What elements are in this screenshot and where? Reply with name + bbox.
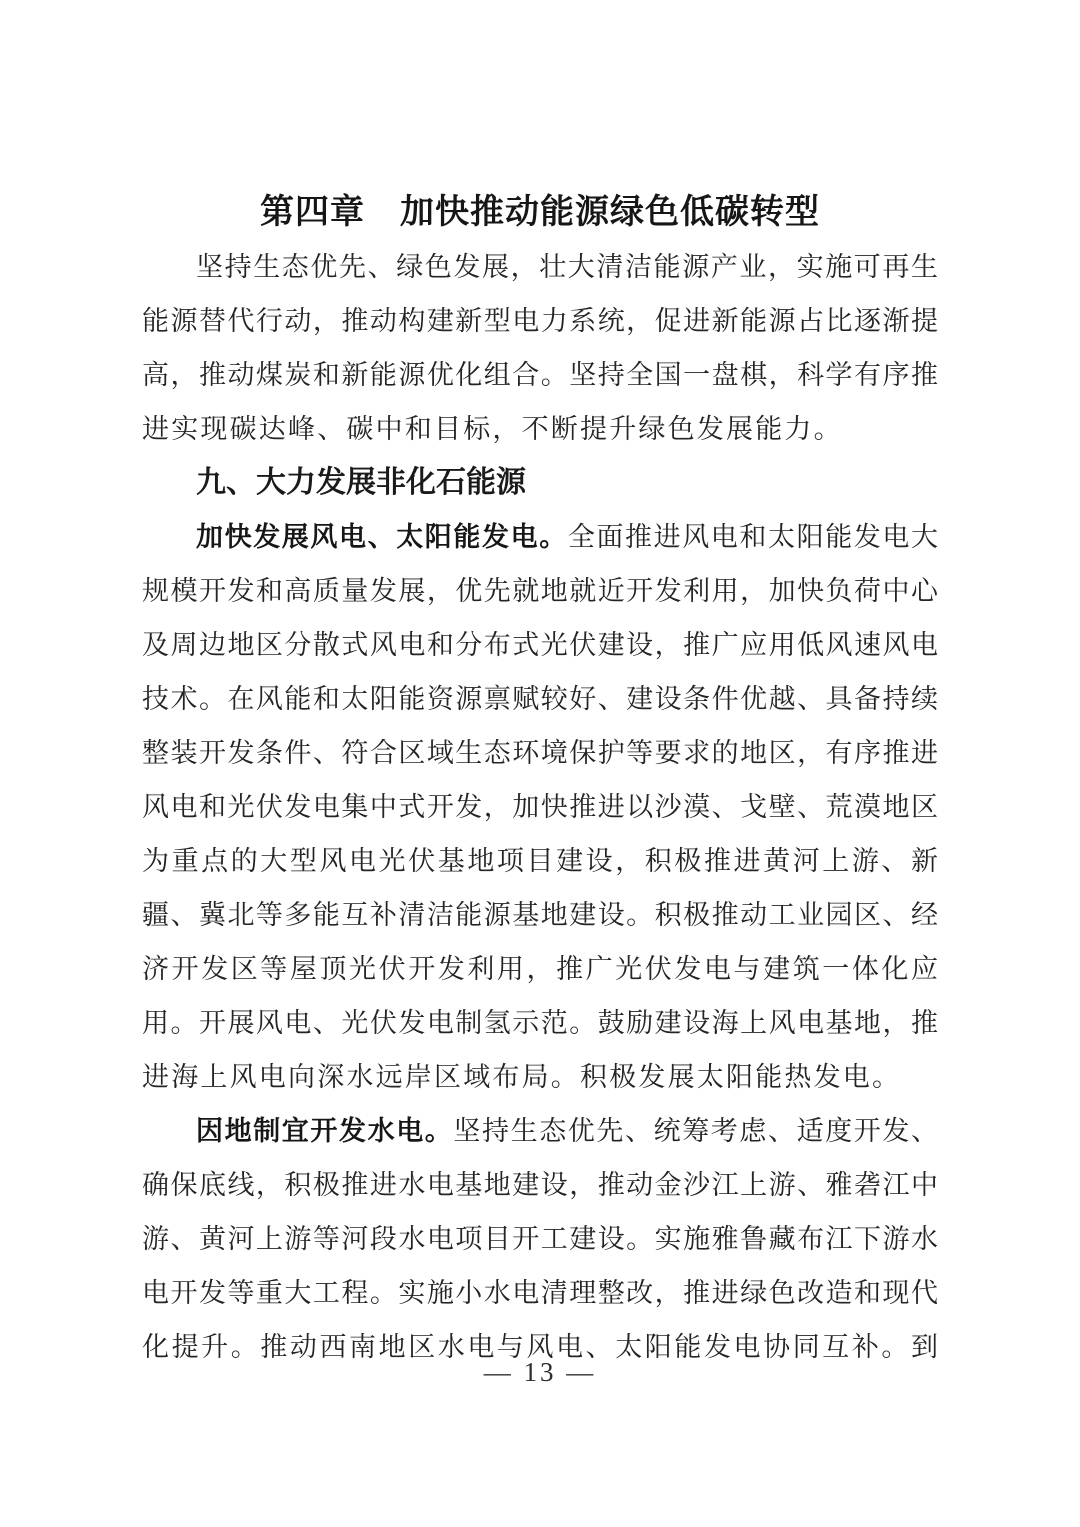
body-text: 游、黄河上游等河段水电项目开工建设。实施雅鲁藏布江下游水 (142, 1224, 938, 1254)
text-line (142, 294, 938, 348)
chapter-title: 第四章 加快推动能源绿色低碳转型 (260, 194, 820, 231)
body-text: 疆、冀北等多能互补清洁能源基地建设。积极推动工业园区、经 (142, 900, 938, 930)
text-line (142, 672, 938, 726)
body-text: 及周边地区分散式风电和分布式光伏建设，推广应用低风速风电 (142, 630, 938, 660)
document-body (142, 240, 938, 1374)
body-text: 为重点的大型风电光伏基地项目建设，积极推进黄河上游、新 (142, 846, 938, 876)
page-number: — 13 — (483, 1357, 597, 1387)
bold-lead-text: 因地制宜开发水电。 (196, 1116, 454, 1146)
body-text: 技术。在风能和太阳能资源禀赋较好、建设条件优越、具备持续 (142, 684, 938, 714)
paragraph (142, 1104, 938, 1374)
text-line (142, 1212, 938, 1266)
body-text: 高，推动煤炭和新能源优化组合。坚持全国一盘棋，科学有序推 (142, 360, 938, 390)
document-content (142, 186, 938, 1374)
page-footer (0, 1352, 1080, 1392)
body-text: 济开发区等屋顶光伏开发利用，推广光伏发电与建筑一体化应 (142, 954, 938, 984)
text-line (142, 402, 938, 456)
text-line (142, 1104, 938, 1158)
text-line (142, 834, 938, 888)
text-line (142, 942, 938, 996)
text-line (142, 1050, 938, 1104)
text-line (142, 564, 938, 618)
text-line (142, 618, 938, 672)
text-line (142, 1266, 938, 1320)
text-line (142, 348, 938, 402)
body-text: 风电和光伏发电集中式开发，加快推进以沙漠、戈壁、荒漠地区 (142, 792, 938, 822)
bold-lead-text: 加快发展风电、太阳能发电。 (196, 522, 568, 552)
body-text: 进实现碳达峰、碳中和目标，不断提升绿色发展能力。 (142, 414, 843, 444)
text-line (142, 888, 938, 942)
text-line (142, 780, 938, 834)
text-line (142, 1158, 938, 1212)
body-text: 全面推进风电和太阳能发电大 (567, 522, 938, 552)
paragraph (142, 240, 938, 456)
text-line (142, 240, 938, 294)
section-heading: 九、大力发展非化石能源 (196, 466, 526, 499)
body-text: 确保底线，积极推进水电基地建设，推动金沙江上游、雅砻江中 (142, 1170, 938, 1200)
text-line (142, 996, 938, 1050)
paragraph (142, 510, 938, 1104)
body-text: 坚持生态优先、统筹考虑、适度开发、 (453, 1116, 938, 1146)
body-text: 电开发等重大工程。实施小水电清理整改，推进绿色改造和现代 (142, 1278, 938, 1308)
body-text: 化提升。推动西南地区水电与风电、太阳能发电协同互补。到 (142, 1332, 938, 1362)
body-text: 坚持生态优先、绿色发展，壮大清洁能源产业，实施可再生 (196, 252, 938, 282)
body-text: 规模开发和高质量发展，优先就地就近开发利用，加快负荷中心 (142, 576, 938, 606)
body-text: 能源替代行动，推动构建新型电力系统，促进新能源占比逐渐提 (142, 306, 938, 336)
text-line (142, 510, 938, 564)
text-line (142, 726, 938, 780)
body-text: 进海上风电向深水远岸区域布局。积极发展太阳能热发电。 (142, 1062, 902, 1092)
body-text: 用。开展风电、光伏发电制氢示范。鼓励建设海上风电基地，推 (142, 1008, 938, 1038)
body-text: 整装开发条件、符合区域生态环境保护等要求的地区，有序推进 (142, 738, 938, 768)
